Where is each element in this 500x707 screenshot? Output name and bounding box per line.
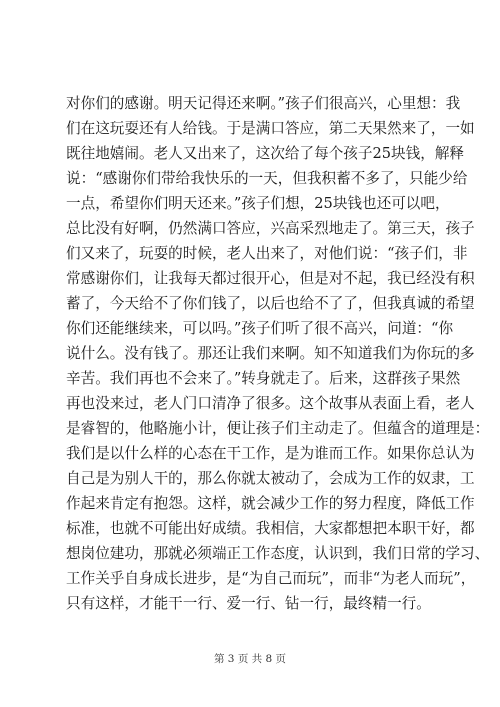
text-line: 们又来了，玩耍的时候，老人出来了，对他们说：“孩子们，非	[66, 245, 468, 262]
text-line: 总比没有好啊，仍然满口答应，兴高采烈地走了。第三天，孩子	[66, 220, 475, 237]
text-line: 既往地嬉闹。老人又出来了，这次给了每个孩子25块钱，解释	[66, 145, 465, 162]
body-text	[66, 91, 490, 616]
text-line: 对你们的感谢。明天记得还来啊。”孩子们很高兴，心里想：我	[66, 95, 461, 112]
text-line: 作起来肯定有抱怨。这样，就会减少工作的努力程度，降低工作	[66, 495, 475, 512]
page-footer: 第 3 页 共 8 页	[213, 653, 287, 665]
text-line: 一点，希望你们明天还来。”孩子们想，25块钱也还可以吧，	[66, 195, 450, 212]
text-line: 标准，也就不可能出好成绩。我相信，大家都想把本职干好，都	[66, 520, 475, 537]
text-line: 是睿智的，他略施小计，便让孩子们主动走了。但蕴含的道理是：	[66, 420, 490, 437]
text-line: 工作关乎自身成长进步，是“为自己而玩”，而非“为老人而玩”，	[66, 570, 476, 587]
text-line: 自己是为别人干的，那么你就太被动了，会成为工作的奴隶，工	[66, 470, 475, 487]
text-line: 我们是以什么样的心态在干工作，是为谁而工作。如果你总认为	[66, 445, 475, 462]
text-line: 常感谢你们，让我每天都过很开心，但是对不起，我已经没有积	[66, 270, 475, 287]
text-line: 再也没来过，老人门口清净了很多。这个故事从表面上看，老人	[66, 395, 475, 412]
text-line: 只有这样，才能干一行、爱一行、钻一行，最终精一行。	[66, 595, 431, 612]
text-line: 想岗位建功，那就必须端正工作态度，认识到，我们日常的学习、	[66, 545, 490, 562]
text-line: 们在这玩耍还有人给钱。于是满口答应，第二天果然来了，一如	[66, 120, 475, 137]
text-line: 说什么。没有钱了。那还让我们来啊。知不知道我们为你玩的多	[66, 345, 475, 362]
text-line: 你们还能继续来，可以吗。”孩子们听了很不高兴，问道：“你	[66, 320, 454, 337]
text-line: 说：“感谢你们带给我快乐的一天，但我积蓄不多了，只能少给	[66, 170, 468, 187]
text-line: 蓄了，今天给不了你们钱了，以后也给不了了，但我真诚的希望	[66, 295, 475, 312]
text-line: 辛苦。我们再也不会来了。”转身就走了。后来，这群孩子果然	[66, 370, 461, 387]
